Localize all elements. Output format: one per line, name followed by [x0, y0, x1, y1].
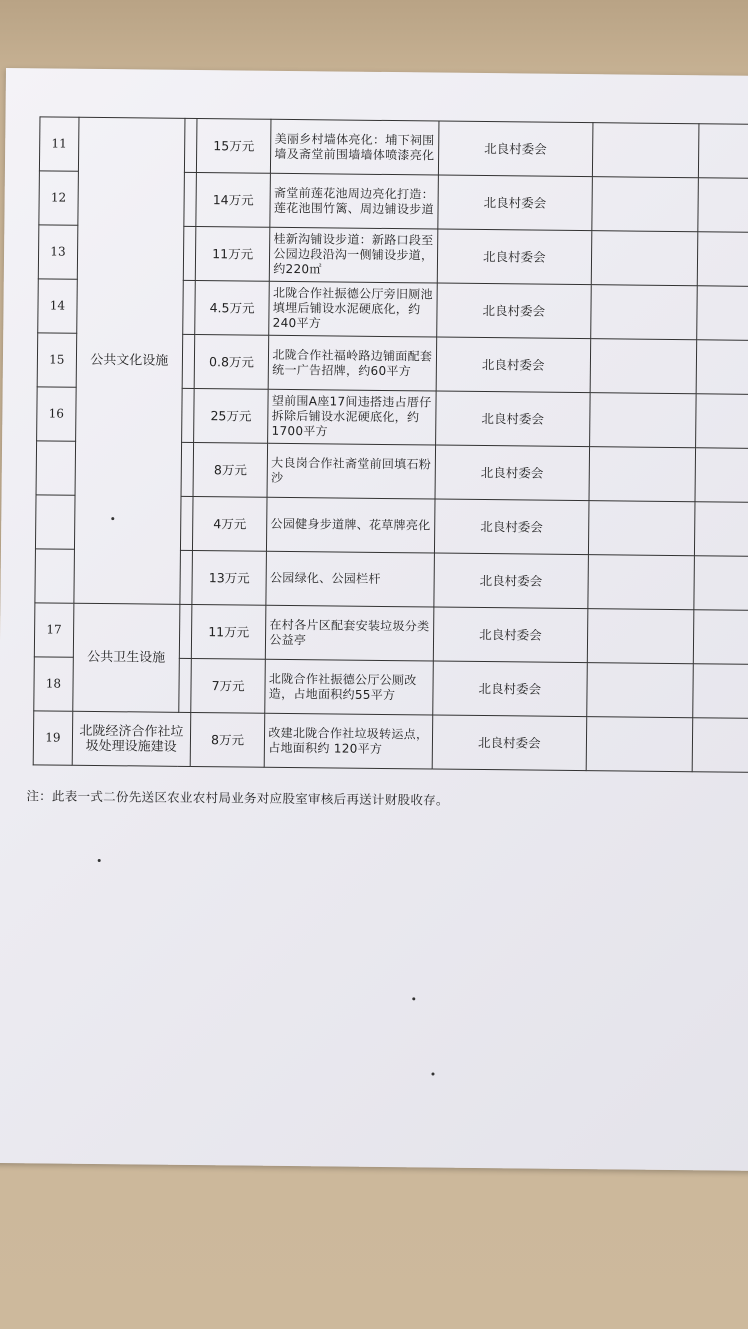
organization-cell: 北良村委会	[438, 121, 592, 177]
empty-cell	[589, 447, 696, 502]
empty-cell	[692, 718, 748, 773]
organization-cell: 北良村委会	[433, 661, 587, 717]
description-cell: 公园绿化、公园栏杆	[266, 551, 434, 607]
description-cell: 望前围A座17间违搭违占厝仔拆除后铺设水泥硬底化，约1700平方	[268, 389, 436, 445]
ink-speck	[412, 997, 415, 1000]
empty-cell	[591, 177, 698, 232]
table-row	[33, 711, 748, 773]
empty-cell	[592, 123, 699, 178]
category-cell: 北陇经济合作社垃圾处理设施建设	[72, 711, 191, 766]
empty-cell	[696, 340, 748, 395]
empty-cell	[587, 555, 694, 610]
ink-speck	[431, 1073, 434, 1076]
empty-cell	[692, 664, 748, 719]
table-row	[39, 117, 748, 179]
empty-cell	[591, 231, 698, 286]
organization-cell: 北良村委会	[435, 445, 589, 501]
empty-cell	[586, 717, 693, 772]
amount-cell: 4万元	[192, 496, 267, 551]
table-row	[34, 603, 748, 665]
paper-sheet	[0, 68, 748, 1171]
empty-cell	[697, 178, 748, 233]
row-number	[36, 441, 75, 495]
row-number: 14	[38, 279, 77, 333]
ink-speck	[111, 517, 114, 520]
row-number: 17	[34, 603, 73, 657]
empty-cell	[695, 448, 748, 503]
row-number: 13	[38, 225, 77, 279]
amount-cell: 25万元	[193, 388, 268, 443]
ink-speck	[98, 859, 101, 862]
amount-cell: 7万元	[191, 658, 266, 713]
row-number: 18	[34, 657, 73, 711]
organization-cell: 北良村委会	[438, 175, 592, 231]
amount-cell: 11万元	[191, 604, 266, 659]
amount-cell: 14万元	[196, 172, 271, 227]
row-number	[35, 495, 74, 549]
amount-cell: 15万元	[196, 119, 271, 174]
description-cell: 斋堂前莲花池周边亮化打造：莲花池围竹篱、周边铺设步道	[270, 173, 438, 229]
description-cell: 北陇合作社振德公厅旁旧厕池填埋后铺设水泥硬底化，约240平方	[269, 281, 437, 337]
organization-cell: 北良村委会	[434, 499, 588, 555]
empty-cell	[693, 610, 748, 665]
category-cell: 公共卫生设施	[73, 603, 180, 712]
amount-cell: 13万元	[192, 550, 267, 605]
empty-cell	[696, 286, 748, 341]
amount-cell: 8万元	[190, 712, 265, 767]
row-number	[35, 549, 74, 603]
description-cell: 大良岗合作社斋堂前回填石粉沙	[267, 443, 435, 499]
row-number: 11	[39, 117, 78, 171]
empty-cell	[587, 609, 694, 664]
description-cell: 美丽乡村墙体亮化：埔下祠围墙及斋堂前围墙墙体喷漆亮化	[271, 119, 439, 175]
empty-cell	[590, 339, 697, 394]
empty-cell	[693, 556, 748, 611]
category-cell: 公共文化设施	[74, 117, 185, 604]
organization-cell: 北良村委会	[433, 607, 587, 663]
amount-cell: 4.5万元	[195, 280, 270, 335]
row-number: 16	[37, 387, 76, 441]
organization-cell: 北良村委会	[437, 229, 591, 285]
row-number: 19	[33, 711, 72, 765]
description-cell: 北陇合作社福岭路边铺面配套统一广告招牌，约60平方	[268, 335, 436, 391]
description-cell: 北陇合作社振德公厅公厕改造，占地面积约55平方	[265, 659, 433, 715]
empty-cell	[590, 285, 697, 340]
empty-cell	[694, 502, 748, 557]
empty-cell	[586, 663, 693, 718]
empty-cell	[698, 124, 748, 179]
amount-cell: 8万元	[193, 442, 268, 497]
row-number: 15	[37, 333, 76, 387]
organization-cell: 北良村委会	[436, 391, 590, 447]
empty-cell	[697, 232, 748, 287]
description-cell: 在村各片区配套安装垃圾分类公益亭	[266, 605, 434, 661]
empty-cell	[589, 393, 696, 448]
description-cell: 桂新沟铺设步道：新路口段至公园边段沿沟一侧铺设步道，约220㎡	[270, 227, 438, 283]
amount-cell: 11万元	[195, 226, 270, 281]
organization-cell: 北良村委会	[436, 337, 590, 393]
empty-cell	[588, 501, 695, 556]
empty-cell	[695, 394, 748, 449]
row-number: 12	[39, 171, 78, 225]
footnote: 注：此表一式二份先送区农业农村局业务对应股室审核后再送计财股收存。	[26, 788, 449, 808]
budget-table	[33, 116, 748, 773]
organization-cell: 北良村委会	[437, 283, 591, 339]
description-cell: 改建北陇合作社垃圾转运点，占地面积约 120平方	[265, 713, 433, 769]
organization-cell: 北良村委会	[434, 553, 588, 609]
amount-cell: 0.8万元	[194, 334, 269, 389]
organization-cell: 北良村委会	[432, 715, 586, 771]
description-cell: 公园健身步道牌、花草牌亮化	[267, 497, 435, 553]
